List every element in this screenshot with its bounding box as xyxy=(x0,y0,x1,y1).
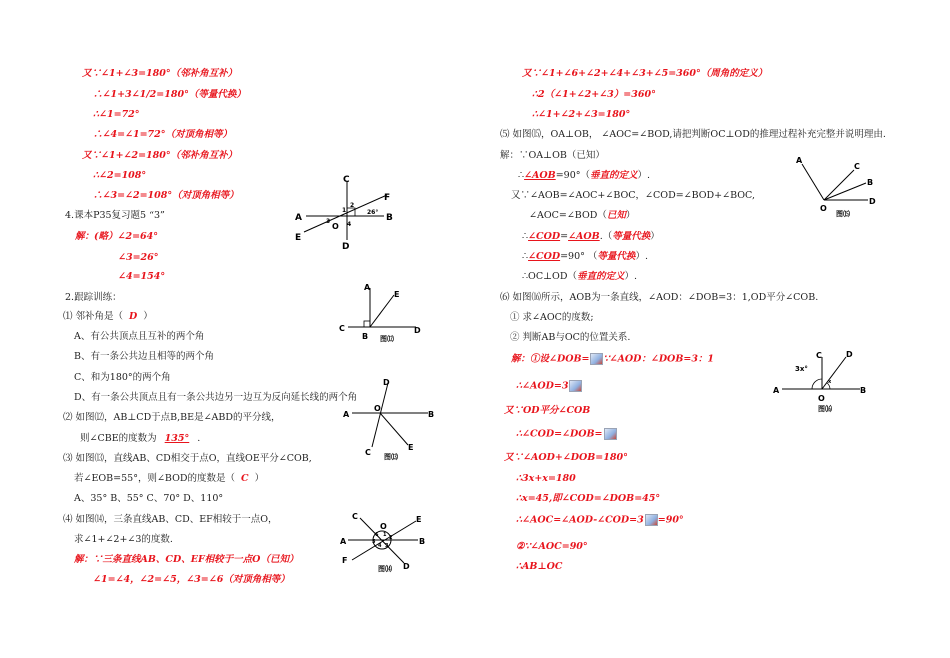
proof-line: ∴∠COD=90° （等量代换）. xyxy=(522,251,648,262)
angle-4: 4 xyxy=(347,221,352,228)
answer-line: 又∵∠AOD+∠DOB=180° xyxy=(504,452,628,463)
item-4: 4.课本P35复习题5 “3” xyxy=(65,210,165,221)
figure-16 xyxy=(770,345,870,415)
label-A: A xyxy=(796,156,803,165)
label-C: C xyxy=(352,512,358,521)
label-F: F xyxy=(342,556,348,565)
proof-line: 又∵∠1+∠2=180°（邻补角互补） xyxy=(82,150,238,161)
angle-x: x xyxy=(828,379,832,385)
option: C、和为180°的两个角 xyxy=(74,372,171,383)
formula-image xyxy=(645,514,658,526)
angle-3x: 3x° xyxy=(795,365,808,373)
question-2: 则∠CBE的度数为 135° . xyxy=(80,433,201,444)
figure-14 xyxy=(338,505,430,573)
question-3: ⑶ 如图⒀，直线AB、CD相交于点O，直线OE平分∠COB, xyxy=(63,453,312,464)
answer-line: ②∵∠AOC=90° xyxy=(516,541,588,552)
angle-1: 1 xyxy=(383,532,387,538)
label-A: A xyxy=(343,410,350,419)
proof-line: ∴∠COD=∠AOB.（等量代换） xyxy=(522,231,660,242)
question-2: ⑵ 如图⑿，AB⊥CD于点B,BE是∠ABD的平分线， xyxy=(63,412,281,423)
formula-image xyxy=(590,353,603,365)
label-O: O xyxy=(332,222,339,231)
label-C: C xyxy=(343,175,350,185)
answer-line: ∴3x+x=180 xyxy=(516,473,576,484)
question-4: 求∠1+∠2+∠3的度数. xyxy=(74,534,173,545)
answer-line: ∴∠COD=∠DOB= xyxy=(516,428,617,441)
label-C: C xyxy=(816,351,822,360)
label-A: A xyxy=(364,283,371,292)
answer-4: ∠4=154° xyxy=(118,271,166,282)
label-D: D xyxy=(342,242,350,252)
label-E: E xyxy=(295,233,302,243)
label-D: D xyxy=(383,378,390,387)
answer-line: ∠1=∠4，∠2=∠5，∠3=∠6（对顶角相等） xyxy=(93,574,290,585)
proof-line: ∴∠4=∠1=72°（对顶角相等） xyxy=(93,129,233,140)
proof-line: 又∵∠1+∠6+∠2+∠4+∠3+∠5=360°（周角的定义） xyxy=(522,68,768,79)
question-3: 若∠EOB=55°，则∠BOD的度数是（ C ） xyxy=(74,473,265,484)
angle-4: 4 xyxy=(378,543,382,549)
label-C: C xyxy=(854,162,860,171)
figure-12 xyxy=(338,282,428,344)
question-4: ⑷ 如图⒁，三条直线AB、CD、EF相较于一点O， xyxy=(63,514,278,525)
angle-5: 5 xyxy=(372,539,376,545)
proof-line: ∴∠3=∠2=108°（对顶角相等） xyxy=(93,190,239,201)
angle-3: 3 xyxy=(385,543,389,549)
proof-line: ∴2（∠1+∠2+∠3）=360° xyxy=(532,89,656,100)
angle-2: 2 xyxy=(389,535,393,541)
angle-2: 2 xyxy=(350,202,355,209)
formula-image xyxy=(604,428,617,440)
answer-4: ∠3=26° xyxy=(118,252,159,263)
figure-intersecting-lines xyxy=(292,172,402,252)
proof-line: 又∵∠1+∠3=180°（邻补角互补） xyxy=(82,68,238,79)
question-6: ① 求∠AOC的度数; xyxy=(510,312,594,323)
caption: 图⑿ xyxy=(380,335,394,343)
proof-line: ∴∠1+∠2+∠3=180° xyxy=(532,109,631,120)
label-B: B xyxy=(428,410,435,419)
label-A: A xyxy=(773,386,780,395)
proof-line: 解：∵OA⊥OB（已知） xyxy=(500,150,605,161)
label-D: D xyxy=(869,197,876,206)
caption: 图⒂ xyxy=(836,210,850,218)
label-B: B xyxy=(362,332,369,341)
label-O: O xyxy=(818,394,825,403)
label-D: D xyxy=(403,562,410,571)
angle-3: 3 xyxy=(326,218,331,225)
label-O: O xyxy=(374,404,381,413)
label-A: A xyxy=(340,537,347,546)
answer-line: 又∵OD平分∠COB xyxy=(504,405,591,416)
proof-line: ∴∠1=72° xyxy=(93,109,140,120)
label-B: B xyxy=(386,213,393,223)
caption: 图⒁ xyxy=(378,565,392,573)
label-D: D xyxy=(846,350,853,359)
caption: 图⒀ xyxy=(384,453,398,461)
proof-line: 又∵∠AOB=∠AOC+∠BOC，∠COD=∠BOD+∠BOC, xyxy=(511,190,755,201)
label-C: C xyxy=(339,324,345,333)
label-A: A xyxy=(295,213,302,223)
label-E: E xyxy=(394,290,400,299)
option: A、有公共顶点且互补的两个角 xyxy=(74,331,205,342)
figure-13 xyxy=(340,375,440,461)
question-1: ⑴ 邻补角是（ D ） xyxy=(63,311,153,322)
label-B: B xyxy=(860,386,867,395)
options-row: A、35° B、55° C、70° D、110° xyxy=(74,493,224,504)
proof-line: ∴∠AOB=90°（垂直的定义）. xyxy=(518,170,651,181)
answer-line: ∴∠AOC=∠AOD-∠COD=3 =90° xyxy=(516,514,684,526)
label-D: D xyxy=(414,326,421,335)
caption: 图⒃ xyxy=(818,405,832,413)
answer-line: 解：∵三条直线AB、CD、EF相较于一点O（已知） xyxy=(74,554,299,565)
section-heading: 2.跟踪训练： xyxy=(65,292,122,303)
proof-line: ∴∠2=108° xyxy=(93,170,147,181)
answer-line: ∴AB⊥OC xyxy=(516,561,563,572)
proof-line: ∠AOC=∠BOD（已知） xyxy=(529,210,636,221)
label-B: B xyxy=(419,537,426,546)
proof-line: ∴OC⊥OD（垂直的定义）. xyxy=(522,271,637,282)
question-5: ⑸ 如图⒂，OA⊥OB， ∠AOC=∠BOD,请把判断OC⊥OD的推理过程补充完整并说明理由. xyxy=(500,129,886,140)
answer-line: ∴∠AOD=3 xyxy=(516,380,582,393)
label-B: B xyxy=(867,178,874,187)
label-O: O xyxy=(820,204,827,213)
angle-26: 26° xyxy=(367,209,379,216)
answer-line: 解：①设∠DOB= ∵∠AOD：∠DOB=3：1 xyxy=(511,353,715,365)
option: D、有一条公共顶点且有一条公共边另一边互为反向延长线的两个角 xyxy=(74,392,358,403)
formula-image xyxy=(569,380,582,392)
label-C: C xyxy=(365,448,371,457)
figure-15 xyxy=(792,154,882,224)
label-F: F xyxy=(384,193,391,203)
label-E: E xyxy=(408,443,414,452)
label-E: E xyxy=(416,515,422,524)
angle-1: 1 xyxy=(342,207,347,214)
proof-line: ∴∠1+3∠1/2=180°（等量代换） xyxy=(93,89,246,100)
answer-line: ∴x=45,即∠COD=∠DOB=45° xyxy=(516,493,661,504)
question-6: ② 判断AB与OC的位置关系. xyxy=(510,332,631,343)
answer-4: 解：(略）∠2=64° xyxy=(75,231,158,242)
label-O: O xyxy=(380,522,387,531)
option: B、有一条公共边且相等的两个角 xyxy=(74,351,214,362)
angle-6: 6 xyxy=(375,532,379,538)
question-6: ⑹ 如图⒃所示，AOB为一条直线，∠AOD：∠DOB=3：1,OD平分∠COB. xyxy=(500,292,819,303)
